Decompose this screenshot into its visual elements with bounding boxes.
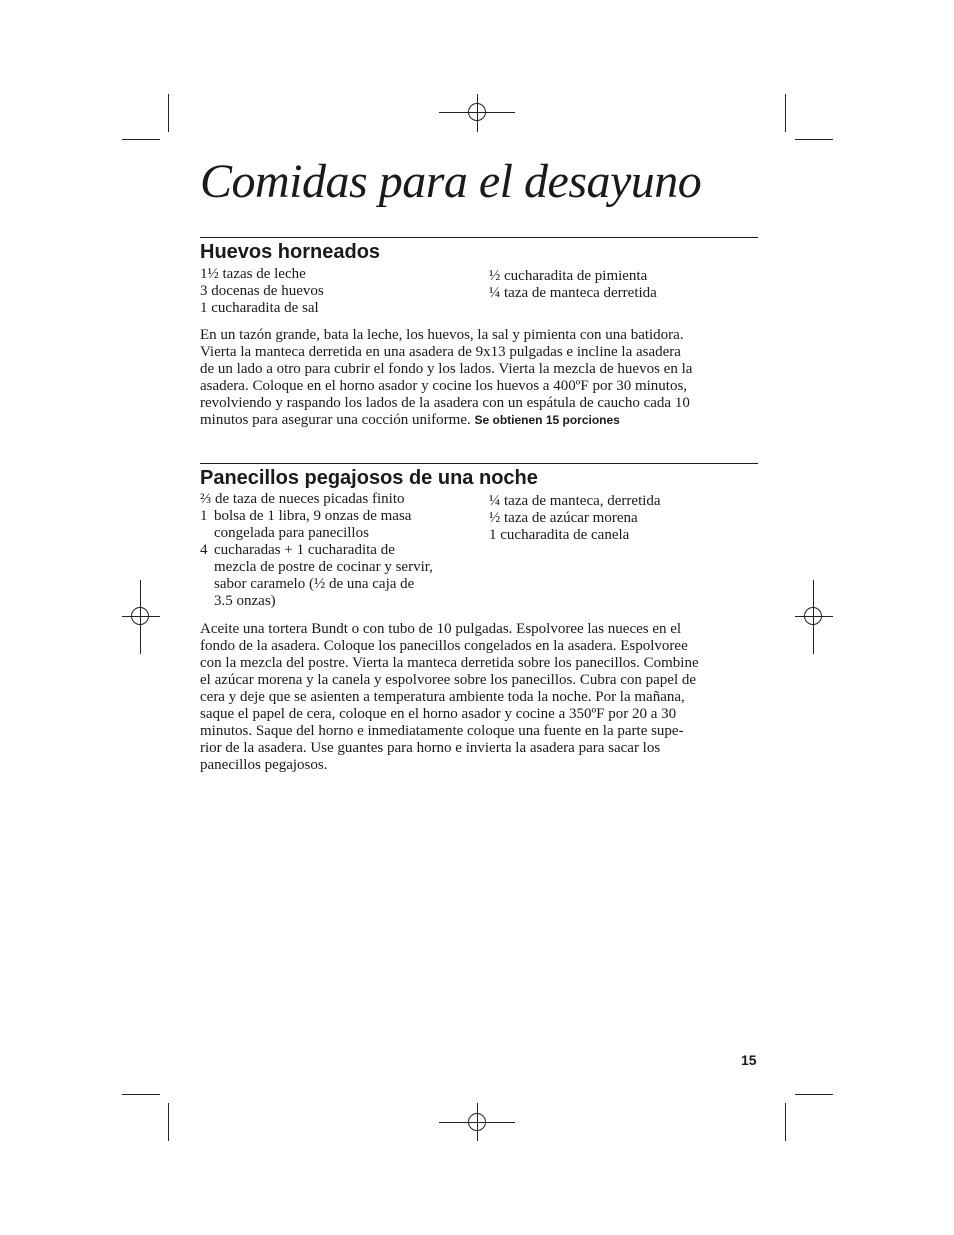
section-rule <box>200 463 758 464</box>
crop-mark-tl-v <box>168 94 169 132</box>
instruction-line: con la mezcla del postre. Vierta la manteca derretida sobre los panecillos. Combine <box>200 655 699 671</box>
ingredient: ¼ taza de manteca, derretida <box>489 493 661 509</box>
ingredient: 1 bolsa de 1 libra, 9 onzas de masa congelada para panecillos <box>200 508 412 541</box>
ingredient: ½ taza de azúcar morena <box>489 510 638 526</box>
ingredients-left-column <box>200 491 464 610</box>
page-title: Comidas para el desayuno <box>200 155 702 208</box>
section-rule <box>200 237 758 238</box>
ingredient: ⅔ de taza de nueces picadas finito <box>200 491 405 507</box>
instruction-line: el azúcar morena y la canela y espolvoree sobre los panecillos. Cubra con papel de <box>200 672 697 688</box>
instruction-line: revolviendo y raspando los lados de la asadera con un espátula de caucho cada 10 <box>200 395 690 411</box>
crop-mark-bl-h <box>122 1094 160 1095</box>
instruction-line: En un tazón grande, bata la leche, los huevos, la sal y pimienta con una batidora. <box>200 327 684 343</box>
ingredient: 3 docenas de huevos <box>200 283 324 299</box>
crop-mark-bl-v <box>168 1103 169 1141</box>
crop-mark-br-v <box>785 1103 786 1141</box>
instruction-line: rior de la asadera. Use guantes para horno e invierta la asadera para sacar los <box>200 740 661 756</box>
instruction-line: saque el papel de cera, coloque en el horno asador y cocine a 350ºF por 20 a 30 <box>200 706 677 722</box>
recipe-instructions <box>200 327 760 429</box>
crop-mark-tl-h <box>122 139 160 140</box>
ingredients <box>200 265 758 323</box>
ingredients-left-column <box>200 266 324 317</box>
instruction-line: minutos para asegurar una cocción uniforme. <box>200 412 471 428</box>
crop-mark-tr-v <box>785 94 786 132</box>
recipe-title: Huevos horneados <box>200 241 381 263</box>
instruction-line: asadera. Coloque en el horno asador y cocine los huevos a 400ºF por 30 minutos, <box>200 378 688 394</box>
recipe-title: Panecillos pegajosos de una noche <box>200 467 538 489</box>
instruction-line: fondo de la asadera. Coloque los panecillos congelados en la asadera. Espolvoree <box>200 638 688 654</box>
instruction-line: cera y deje que se asienten a temperatura ambiente toda la noche. Por la mañana, <box>200 689 685 705</box>
ingredients-right-column <box>489 268 657 302</box>
crop-mark-br-h <box>795 1094 833 1095</box>
instruction-line: minutos. Saque del horno e inmediatamente coloque una fuente en la parte supe- <box>200 723 684 739</box>
recipe-instructions <box>200 621 760 774</box>
ingredient: 1½ tazas de leche <box>200 266 306 282</box>
ingredient: 1 cucharadita de canela <box>489 527 630 543</box>
ingredients <box>200 491 758 611</box>
recipe-panecillos-pegajosos <box>200 463 758 773</box>
ingredients-right-column <box>489 493 661 544</box>
instruction-line: Aceite una tortera Bundt o con tubo de 10 pulgadas. Espolvoree las nueces en el <box>200 621 682 637</box>
instruction-line: Vierta la manteca derretida en una asadera de 9x13 pulgadas e incline la asadera <box>200 344 681 360</box>
ingredient: ½ cucharadita de pimienta <box>489 268 648 284</box>
recipe-yield: Se obtienen 15 porciones <box>474 413 620 427</box>
crop-mark-tr-h <box>795 139 833 140</box>
ingredient: 4 cucharadas + 1 cucharadita de mezcla de postre de cocinar y servir, sabor caramelo (½ de una caja de 3.5 onzas) <box>200 542 433 609</box>
recipe-huevos-horneados <box>200 237 758 428</box>
ingredient: 1 cucharadita de sal <box>200 300 319 316</box>
instruction-line: panecillos pegajosos. <box>200 757 328 773</box>
page-number: 15 <box>741 1052 757 1068</box>
ingredient: ¼ taza de manteca derretida <box>489 285 657 301</box>
instruction-line: de un lado a otro para cubrir el fondo y los lados. Vierta la mezcla de huevos en la <box>200 361 693 377</box>
